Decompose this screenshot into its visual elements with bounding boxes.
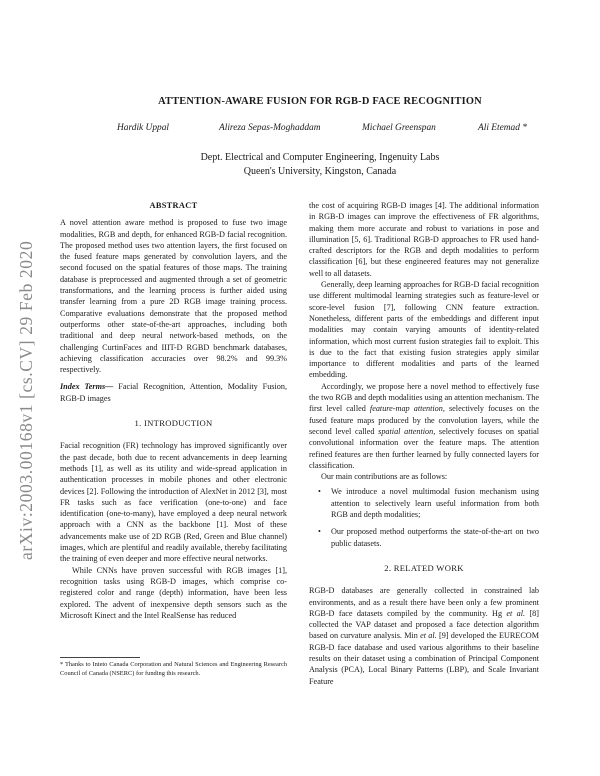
footnote-divider: [60, 657, 140, 658]
bullet: •: [318, 527, 321, 537]
text-run: , selectively focuses on spatial convolutional information over the feature maps. The attention refined features are then further learned by fully connected layers for classification.: [309, 426, 539, 470]
emphasis: spatial attention: [378, 426, 434, 436]
author-name: Hardik Uppal: [117, 123, 169, 133]
affiliation-line: Queen's University, Kingston, Canada: [243, 166, 397, 177]
abstract-heading: ABSTRACT: [149, 201, 198, 210]
right-column: [309, 200, 539, 687]
text-run: RGB-D databases are generally collected in constrained lab environments, and as a result there have been only a few prominent RGB-D face datasets compiled by the community. Hg: [309, 586, 539, 618]
affiliation: [40, 151, 600, 179]
affiliation-line: Dept. Electrical and Computer Engineering, Ingenuity Labs: [200, 152, 440, 163]
emphasis: feature-map attention: [369, 404, 443, 414]
text-run: [9] developed the EURECOM RGB-D face database and used various algorithms to their baseline results on their dataset using a combination of Principal Component Analysis (PCA), Local Binary Patterns (LBP), and Scale Invariant Feature: [309, 631, 539, 686]
index-terms: [60, 381, 287, 404]
paragraph: [309, 585, 539, 687]
abstract-text: A novel attention aware method is proposed to fuse two image modalities, RGB and depth, for enhanced RGB-D facial recognition. The proposed method uses two attention layers, the first focused on the fused feature maps generated by convolution layers, and the second focused on the spatial features of those maps. The training database is preprocessed and augmented through a set of geometric transformations, and the learning process is further aided using transfer learning from a pure 2D RGB image training process. Comparative evaluations demonstrate that the proposed method outperforms other state-of-the-art approaches, including both traditional and deep neural network-based methods, on the challenging CurtinFaces and IIIT-D RGBD benchmark databases, achieving classification accuracies over 98.2% and 99.3% respectively.: [60, 218, 287, 375]
bullet: •: [318, 487, 321, 497]
paragraph: the cost of acquiring RGB-D images [4]. The additional information in RGB-D images can improve the effectiveness of FR algorithms, making them more accurate and robust to variations in pose and illumination [5, 6]. Traditional RGB-D approaches to FR used hand-crafted descriptors for the RGB and depth modalities to perform classification [6], but these engineered features may not generalize well to all datasets.: [309, 201, 539, 278]
index-terms-label: Index Terms—: [60, 382, 114, 392]
author-list: [0, 123, 600, 137]
text-run: , selectively focuses on the fused feature maps produced by the convolution layers, while the second level called: [309, 404, 539, 436]
emphasis: et al.: [506, 608, 526, 618]
paragraph: Our main contributions are as follows:: [321, 472, 448, 482]
emphasis: et al.: [420, 631, 437, 641]
paragraph: [309, 381, 539, 471]
paragraph: While CNNs have proven successful with RGB images [1], recognition tasks using RGB-D images, which comprise co-registered color and range (depth) information, have been less explored. The advent of inexpensive depth sensors such as the Microsoft Kinect and the Intel RealSense has reduced: [60, 565, 287, 620]
index-terms-text: Facial Recognition, Attention, Modality Fusion, RGB-D images: [60, 382, 287, 403]
left-column: [60, 200, 287, 621]
author-name: Ali Etemad *: [478, 123, 527, 133]
list-item-text: Our proposed method outperforms the state-of-the-art on two public datasets.: [331, 527, 539, 548]
author-name: Alireza Sepas-Moghaddam: [219, 123, 321, 133]
paper-title: ATTENTION-AWARE FUSION FOR RGB-D FACE RECOGNITION: [158, 96, 482, 107]
author-name: Michael Greenspan: [362, 123, 436, 133]
section-heading-introduction: 1. INTRODUCTION: [134, 418, 213, 429]
contribution-list: [309, 486, 539, 548]
list-item: [318, 526, 539, 549]
list-item-text: We introduce a novel multimodal fusion mechanism using attention to selectively learn useful information from both RGB and depth modalities;: [331, 487, 539, 520]
text-run: Accordingly, we propose here a novel method to effectively fuse the two RGB and depth modalities using an attention mechanism. The first level called: [309, 381, 539, 414]
list-item: [318, 486, 539, 520]
section-heading-related-work: 2. RELATED WORK: [384, 562, 464, 573]
paragraph: Generally, deep learning approaches for RGB-D facial recognition use different multimodal learning strategies such as feature-level or score-level fusion [7], following CNN feature extraction. Nonetheless, different parts of the embeddings and different input modalities may contain varying amounts of identity-related information, which most current fusion strategies fail to exploit. This is due to the fact that existing fusion strategies apply similar importance to different modalities and parts of the learned embedding.: [309, 280, 539, 380]
footnote: * Thanks to Inteto Canada Corporation and Natural Sciences and Engineering Research Council of Canada (NSERC) for funding this research.: [60, 661, 287, 677]
abstract: [60, 200, 287, 404]
arxiv-identifier: arXiv:2003.00168v1 [cs.CV] 29 Feb 2020: [16, 240, 36, 560]
paragraph: Facial recognition (FR) technology has improved significantly over the past decade, both due to recent advancements in deep learning methods [1], as well as its utility and wide-spread application in authentication processes in mobile phones and other electronic devices [2]. Following the introduction of AlexNet in 2012 [3], most FR tasks such as face verification (one-to-one) and face identification (one-to-many), have employed a deep neural network approach with a CNN as the backbone [1]. Most of these advancements make use of 2D RGB (Red, Green and Blue channel) images, which are plentiful and readily available, thereby facilitating the training of even deeper and more effective neural networks.: [60, 441, 287, 564]
text-run: [8] collected the VAP dataset and proposed a face detection algorithm based on curvature analysis. Min: [309, 608, 540, 641]
